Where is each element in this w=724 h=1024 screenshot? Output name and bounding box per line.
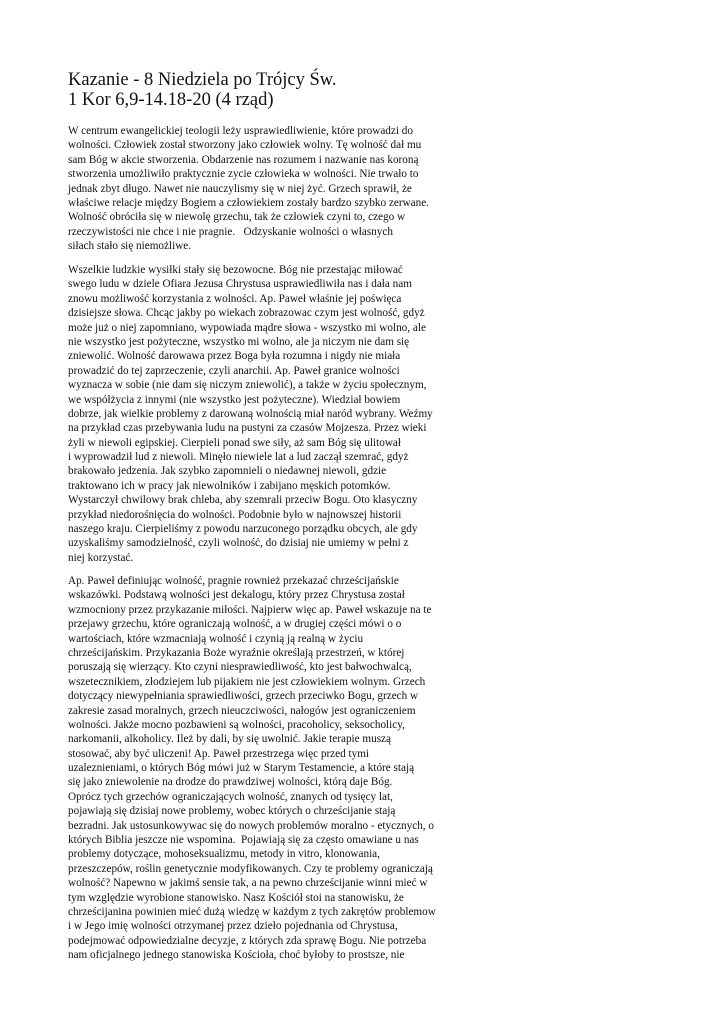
text-line: pojawiają się dzisiaj nowe problemy, wobec których o chrześcijanie stają	[68, 805, 396, 818]
text-line: prowadzić do tej zaprzeczenie, czyli anarchii. Ap. Paweł granice wolności	[68, 364, 400, 377]
text-line: przeszczepów, roślin genetycznie modyfikowanych. Czy te problemy ograniczają	[68, 862, 433, 875]
text-line: narkomanii, alkoholicy. Ileż by dali, by się uwolnić. Jakie terapie muszą	[68, 733, 391, 746]
text-line: jednak zbyt długo. Nawet nie nauczylismy się w niej żyć. Grzech sprawił, że	[68, 182, 412, 195]
text-line: niej korzystać.	[68, 551, 134, 564]
text-line: dobrze, jak wielkie problemy z darowaną wolnością miał naród wybrany. Weźmy	[68, 407, 433, 420]
text-line: nie wszystko jest pożyteczne, wszystko mi wolno, ale ja niczym nie dam się	[68, 335, 410, 348]
text-line: wyznacza w sobie (nie dam się niczym zniewolić), a także w życiu społecznym,	[68, 379, 427, 392]
text-line: i wyprowadził lud z niewoli. Minęło niewiele lat a lud zaczął szemrać, gdyż	[68, 451, 409, 464]
text-line: wolność? Napewno w jakimś sensie tak, a na pewno chrześcijanie winni mieć w	[68, 877, 428, 890]
text-line: może już o niej zapomniano, wypowiada mądre słowa - wszystko mi wolno, ale	[68, 321, 426, 334]
document-title	[68, 70, 337, 110]
text-line: wzmocniony przez przykazanie miłości. Najpierw więc ap. Paweł wskazuje na te	[68, 603, 432, 616]
text-line: chrześcijańskim. Przykazania Boże wyraźnie określają przestrzeń, w której	[68, 646, 405, 659]
text-line: Wolność obróciła się w niewolę grzechu, tak że człowiek czyni to, czego w	[68, 211, 406, 224]
text-line: uzyskaliśmy samodzielność, czyli wolność, do dzisiaj nie umiemy w pełni z	[68, 537, 409, 550]
text-line: wskazówki. Podstawą wolności jest dekalogu, który przez Chrystusa został	[68, 589, 405, 602]
text-line: dotyczący niewypełniania sprawiedliwości, grzech przeciwko Bogu, grzech w	[68, 690, 419, 703]
text-line: i w Jego imię wolności otrzymanej przez dzieło pojednania od Chrystusa,	[68, 920, 398, 933]
text-line: właściwe relacje między Bogiem a człowiekiem zostały bardzo szybko zerwane.	[68, 196, 429, 209]
text-line: dzisiejsze słowa. Chcąc jakby po wiekach zobrazowac czym jest wolność, gdyż	[68, 307, 425, 320]
text-line: przykład niedorośnięcia do wolności. Podobnie było w najnowszej historii	[68, 508, 402, 521]
text-line: Ap. Paweł definiując wolność, pragnie rownież przekazać chrześcijańskie	[68, 575, 399, 587]
text-line: wolności. Jakże mocno pozbawieni są wolności, pracoholicy, seksocholicy,	[68, 718, 405, 731]
text-line: swego ludu w dziele Ofiara Jezusa Chrystusa usprawiedliwiła nas i dała nam	[68, 278, 412, 291]
text-line: naszego kraju. Cierpieliśmy z powodu narzuconego porządku obcych, ale gdy	[68, 523, 418, 536]
text-line: znowu możliwość korzystania z wolności. Ap. Paweł właśnie jej poświęca	[68, 292, 402, 305]
text-line: stworzenia umożliwiło praktycznie zycie człowieka w wolności. Nie trwało to	[68, 168, 419, 181]
text-line: chrześcijanina powinien mieć dużą wiedzę w każdym z tych zakrętów problemow	[68, 905, 436, 918]
text-line: zniewolić. Wolność darowawa przez Boga była rozumna i nigdy nie miała	[68, 350, 401, 363]
text-line: uzaleznieniami, o których Bóg mówi już w Starym Testamencie, a które stają	[68, 762, 415, 775]
text-line: problemy dotyczące, mohoseksualizmu, metody in vitro, klonowania,	[68, 848, 380, 861]
paragraph-1	[68, 124, 468, 254]
paragraph-2	[68, 263, 468, 565]
text-line: nam oficjalnego jednego stanowiska Kościoła, choć byłoby to prostsze, nie	[68, 949, 405, 962]
text-line: Wystarczył chwilowy brak chleba, aby szemrali przeciw Bogu. Oto klasyczny	[68, 494, 418, 507]
text-line: Oprócz tych grzechów ograniczających wolność, znanych od tysięcy lat,	[68, 790, 393, 803]
text-line: zakresie zasad moralnych, grzech nieuczciwości, nałogów jest ograniczeniem	[68, 704, 416, 717]
text-line: poruszają się wierzący. Kto czyni niesprawiedliwość, kto jest bałwochwalcą,	[68, 661, 412, 674]
text-line: siłach stało się niemożliwe.	[68, 240, 192, 253]
text-line: wartościach, które wzmacniają wolność i czynią ją realną w życiu	[68, 632, 364, 645]
title-line-1: Kazanie - 8 Niedziela po Trójcy Św.	[68, 70, 337, 90]
paragraph-3	[68, 574, 468, 963]
text-line: brakowało jedzenia. Jak szybko zapomnieli o niedawnej niewoli, gdzie	[68, 465, 387, 478]
text-line: przejawy grzechu, które ograniczają wolność, a w drugiej części mówi o o	[68, 618, 402, 631]
text-line: się jako zniewolenie na drodze do prawdziwej wolności, którą daje Bóg.	[68, 776, 393, 789]
text-line: tym względzie wyrobione stanowisko. Nasz Kościół stoi na stanowisku, że	[68, 891, 404, 904]
text-line: traktowano ich w pracy jak niewolników i zabijano męskich potomków.	[68, 479, 391, 492]
title-line-2: 1 Kor 6,9-14.18-20 (4 rząd)	[68, 90, 274, 110]
text-line: których Biblia jeszcze nie wspomina. Pojawiają się za często omawiane u nas	[68, 834, 419, 847]
text-line: rzeczywistości nie chce i nie pragnie. Odzyskanie wolności o własnych	[68, 225, 393, 238]
text-line: sam Bóg w akcie stworzenia. Obdarzenie nas rozumem i nazwanie nas koroną	[68, 153, 419, 166]
text-line: stosować, aby być uliczeni! Ap. Paweł przestrzega więc przed tymi	[68, 747, 370, 760]
text-line: W centrum ewangelickiej teologii leży usprawiedliwienie, które prowadzi do	[68, 125, 413, 137]
text-line: żyli w niewoli egipskiej. Cierpieli ponad swe siły, aż sam Bóg się ulitował	[68, 436, 401, 449]
text-line: bezradni. Jak ustosunkowywac się do nowych problemów moralno - etycznych, o	[68, 819, 434, 832]
text-line: wszetecznikiem, złodziejem lub pijakiem nie jest człowiekiem wolnym. Grzech	[68, 675, 426, 688]
text-line: Wszelkie ludzkie wysiłki stały się bezowocne. Bóg nie przestając miłować	[68, 264, 403, 276]
text-line: we współżycia z innymi (nie wszystko jest pożyteczne). Wiedział bowiem	[68, 393, 401, 406]
text-line: na przykład czas przebywania ludu na pustyni za czasów Mojzesza. Przez wieki	[68, 422, 427, 435]
text-line: podejmować odpowiedzialne decyzje, z których zda sprawę Bogu. Nie potrzeba	[68, 934, 427, 947]
text-line: wolności. Człowiek został stworzony jako człowiek wolny. Tę wolność dał mu	[68, 139, 422, 152]
